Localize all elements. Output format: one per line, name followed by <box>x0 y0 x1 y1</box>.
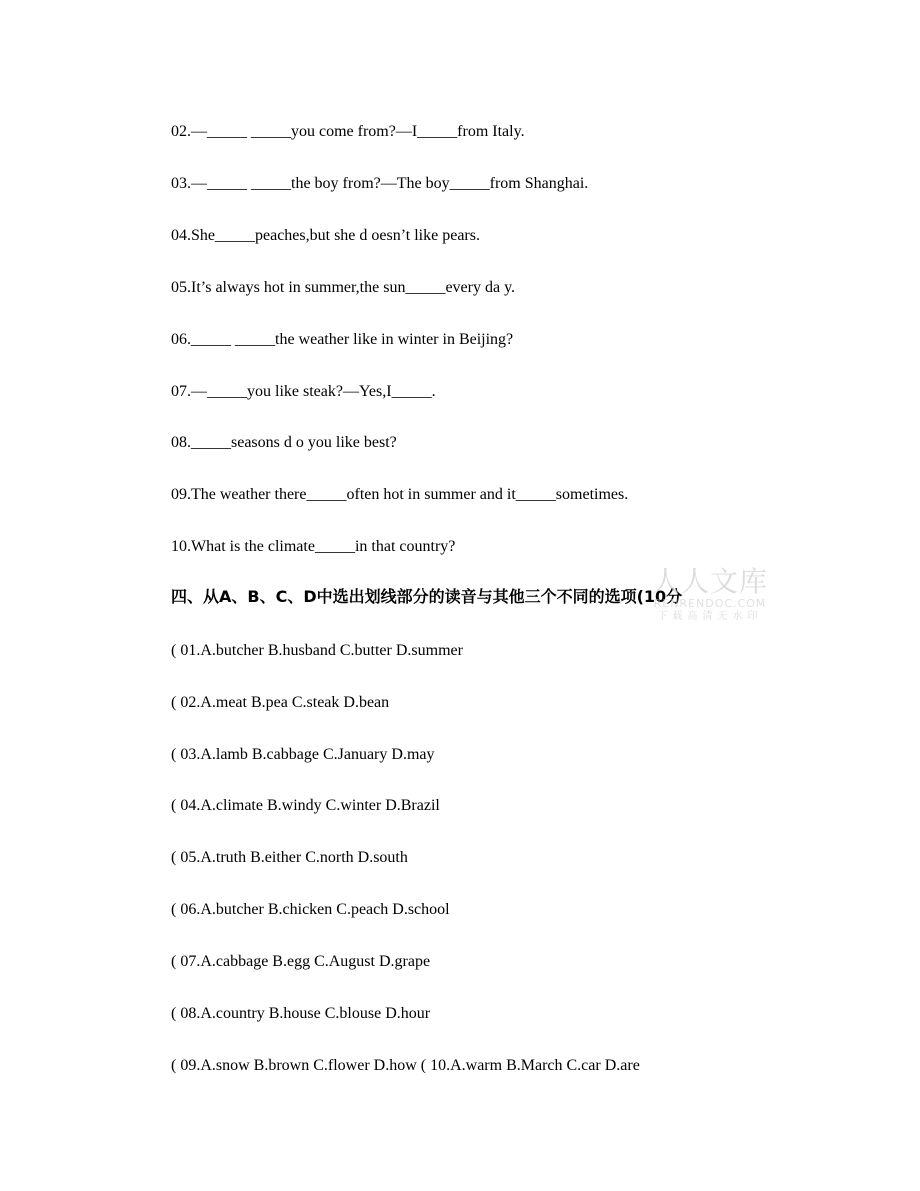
fill-in-question-08: 08._____seasons d o you like best? <box>171 434 397 451</box>
choice-question-02: ( 02.A.meat B.pea C.steak D.bean <box>171 694 390 711</box>
choice-question-06: ( 06.A.butcher B.chicken C.peach D.school <box>171 901 450 918</box>
choice-question-03: ( 03.A.lamb B.cabbage C.January D.may <box>171 746 435 763</box>
section-heading: 四、从A、B、C、D中选出划线部分的读音与其他三个不同的选项(10分 <box>171 587 683 606</box>
watermark-subtitle: 下载高清无水印 <box>657 611 763 622</box>
fill-in-question-09: 09.The weather there_____often hot in summer and it_____sometimes. <box>171 486 629 503</box>
fill-in-question-06: 06._____ _____the weather like in winter in Beijing? <box>171 331 514 348</box>
choice-question-09-10: ( 09.A.snow B.brown C.flower D.how ( 10.A.warm B.March C.car D.are <box>171 1057 640 1074</box>
fill-in-question-07: 07.—_____you like steak?—Yes,I_____. <box>171 383 436 400</box>
fill-in-question-04: 04.She_____peaches,but she d oesn’t like pears. <box>171 227 480 244</box>
choice-question-05: ( 05.A.truth B.either C.north D.south <box>171 849 408 866</box>
choice-question-04: ( 04.A.climate B.windy C.winter D.Brazil <box>171 797 440 814</box>
fill-in-question-03: 03.—_____ _____the boy from?—The boy_____from Shanghai. <box>171 175 589 192</box>
watermark <box>646 566 774 624</box>
choice-question-08: ( 08.A.country B.house C.blouse D.hour <box>171 1005 431 1022</box>
fill-in-question-02: 02.—_____ _____you come from?—I_____from Italy. <box>171 123 525 140</box>
watermark-url: RENRENDOC.COM <box>653 597 767 610</box>
fill-in-question-05: 05.It’s always hot in summer,the sun_____every da y. <box>171 279 516 296</box>
choice-question-07: ( 07.A.cabbage B.egg C.August D.grape <box>171 953 431 970</box>
fill-in-question-10: 10.What is the climate_____in that country? <box>171 538 456 555</box>
watermark-title: 人人文库 <box>651 565 768 598</box>
choice-question-01: ( 01.A.butcher B.husband C.butter D.summer <box>171 642 463 659</box>
